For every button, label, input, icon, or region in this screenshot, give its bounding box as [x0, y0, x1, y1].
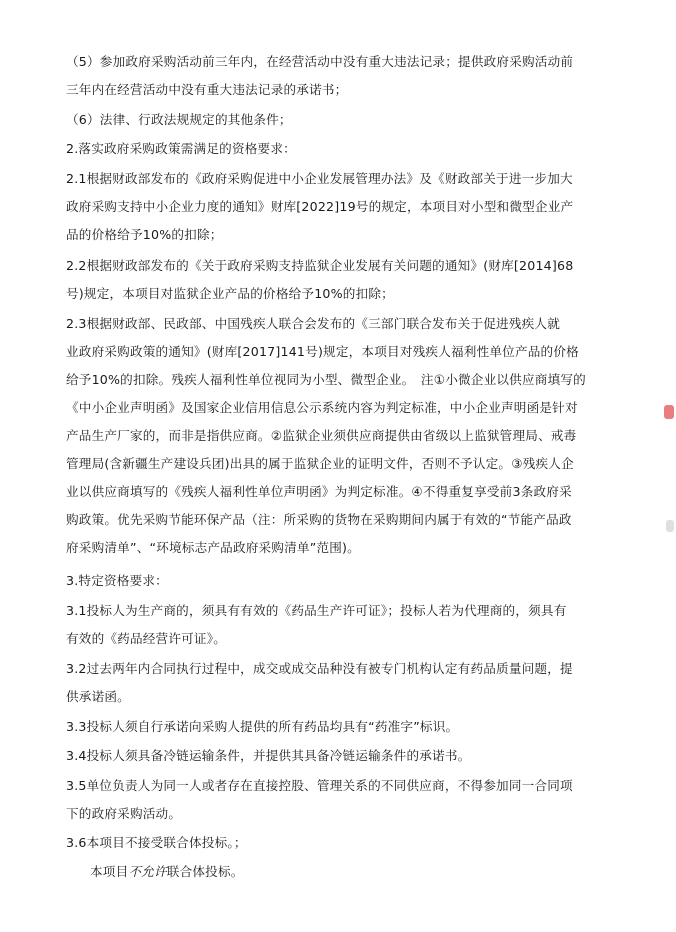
paragraph-2-3	[66, 310, 586, 562]
section-3-heading	[66, 567, 168, 595]
text-line: 3.6本项目不接受联合体投标。；	[66, 835, 247, 850]
text-line: 管理局(含新疆生产建设兵团)出具的属于监狱企业的证明文件，否则不予认定。③残疾人企	[66, 456, 574, 471]
text-segment: 联合体投标。	[166, 864, 244, 879]
text-line: 3.5单位负责人为同一人或者存在直接控股、管理关系的不同供应商，不得参加同一合同项	[66, 778, 573, 793]
paragraph-6	[66, 106, 292, 134]
text-segment: 本项目	[90, 864, 129, 879]
text-segment-italic: 不允许	[128, 864, 167, 879]
text-line: 《中小企业声明函》及国家企业信用信息公示系统内容为判定标准，中小企业声明函是针对	[66, 400, 578, 415]
text-line: 三年内在经营活动中没有重大违法记录的承诺书；	[66, 82, 348, 97]
text-line: 品的价格给予10%的扣除；	[66, 227, 223, 242]
text-line: 政府采购支持中小企业力度的通知》财库[2022]19号的规定，本项目对小型和微型企业产	[66, 199, 574, 214]
text-line: 3.2过去两年内合同执行过程中，成交或成交品种没有被专门机构认定有药品质量问题，提	[66, 661, 573, 676]
text-line: 产品生产厂家的，而非是指供应商。②监狱企业须供应商提供由省级以上监狱管理局、戒毒	[66, 428, 577, 443]
paragraph-5	[66, 48, 573, 104]
seal-mark	[664, 405, 674, 419]
text-line: 业以供应商填写的《残疾人福利性单位声明函》为判定标准。④不得重复享受前3条政府采	[66, 484, 572, 499]
section-2-heading	[66, 135, 296, 163]
paragraph-2-2	[66, 252, 573, 308]
text-line: 2.2根据财政部发布的《关于政府采购支持监狱企业发展有关问题的通知》(财库[2014]68	[66, 258, 574, 273]
text-line: 2.落实政府采购政策需满足的资格要求：	[66, 141, 296, 156]
text-line: 给予10%的扣除。残疾人福利性单位视同为小型、微型企业。 注①小微企业以供应商填写的	[66, 372, 586, 387]
text-line: （5）参加政府采购活动前三年内，在经营活动中没有重大违法记录；提供政府采购活动前	[66, 54, 574, 69]
text-line: 有效的《药品经营许可证》。	[66, 631, 227, 646]
text-line	[90, 858, 244, 886]
paragraph-3-1	[66, 597, 567, 653]
text-line: 2.1根据财政部发布的《政府采购促进中小企业发展管理办法》及《财政部关于进一步加大	[66, 171, 573, 186]
paragraph-2-1	[66, 165, 573, 249]
text-line: （6）法律、行政法规规定的其他条件；	[66, 112, 292, 127]
text-line: 府采购清单”、“环境标志产品政府采购清单”范围)。	[66, 540, 360, 555]
text-line: 3.3投标人须自行承诺向采购人提供的所有药品均具有“药准字”标识。	[66, 719, 459, 734]
paragraph-3-4	[66, 742, 470, 770]
paragraph-3-5	[66, 772, 573, 828]
paragraph-3-3	[66, 713, 458, 741]
text-line: 业政府采购政策的通知》(财库[2017]141号)规定，本项目对残疾人福利性单位产品的价格	[66, 344, 579, 359]
text-line: 购政策。优先采购节能环保产品（注：所采购的货物在采购期间内属于有效的“节能产品政	[66, 512, 572, 527]
text-line: 号)规定，本项目对监狱企业产品的价格给予10%的扣除；	[66, 286, 394, 301]
text-line: 3.4投标人须具备冷链运输条件，并提供其具备冷链运输条件的承诺书。	[66, 748, 471, 763]
text-line: 3.特定资格要求：	[66, 573, 168, 588]
text-line: 下的政府采购活动。	[66, 806, 182, 821]
paragraph-3-2	[66, 655, 573, 711]
text-line: 3.1投标人为生产商的，须具有有效的《药品生产许可证》；投标人若为代理商的，须具有	[66, 603, 567, 618]
text-line: 供承诺函。	[66, 689, 130, 704]
paragraph-3-6	[66, 829, 247, 857]
text-line: 2.3根据财政部、民政部、中国残疾人联合会发布的《三部门联合发布关于促进残疾人就	[66, 316, 560, 331]
seal-mark-faint	[666, 520, 674, 532]
paragraph-consortium	[90, 858, 244, 886]
